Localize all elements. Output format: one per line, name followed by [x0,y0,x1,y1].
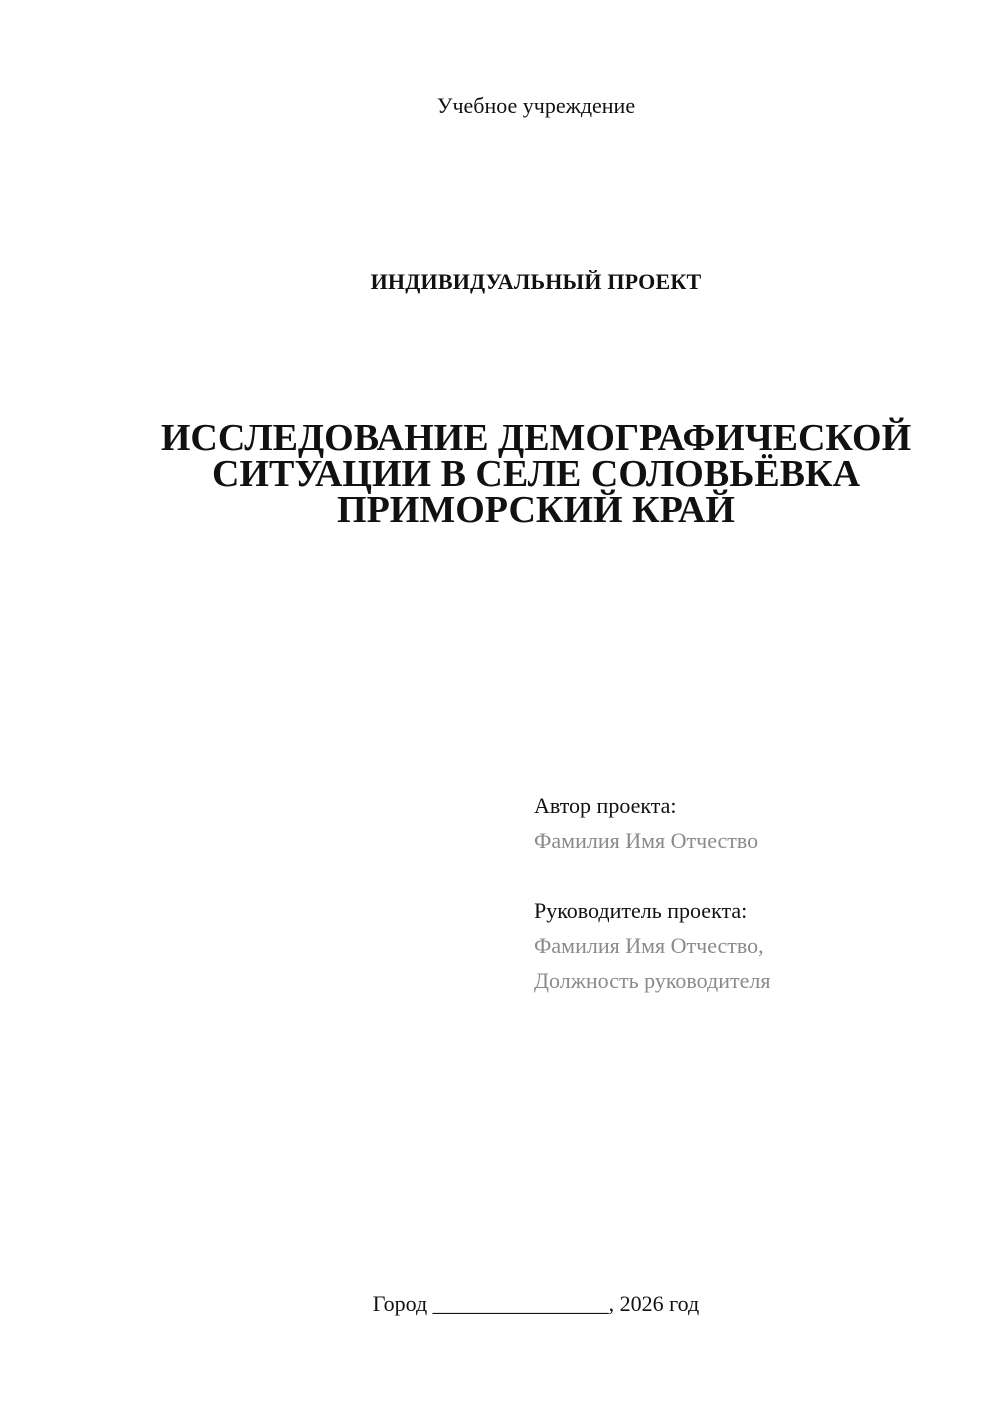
supervisor-label: Руководитель проекта: [534,898,748,923]
project-title [100,417,972,531]
author-name-placeholder: Фамилия Имя Отчество [534,828,759,853]
project-title-line-3: ПРИМОРСКИЙ КРАЙ [337,489,735,531]
institution-name: Учебное учреждение [436,93,636,118]
author-label: Автор проекта: [534,793,677,818]
block-spacer [534,858,974,893]
project-title-line-2: СИТУАЦИИ В СЕЛЕ СОЛОВЬЁВКА [211,453,861,495]
city-year-line: Город ________________, 2026 год [372,1291,700,1316]
supervisor-name-placeholder: Фамилия Имя Отчество, [534,933,764,958]
author-block [534,788,974,998]
supervisor-position-placeholder: Должность руководителя [534,968,771,993]
project-type-heading: ИНДИВИДУАЛЬНЫЙ ПРОЕКТ [370,269,702,294]
project-title-line-1: ИССЛЕДОВАНИЕ ДЕМОГРАФИЧЕСКОЙ [160,417,912,459]
